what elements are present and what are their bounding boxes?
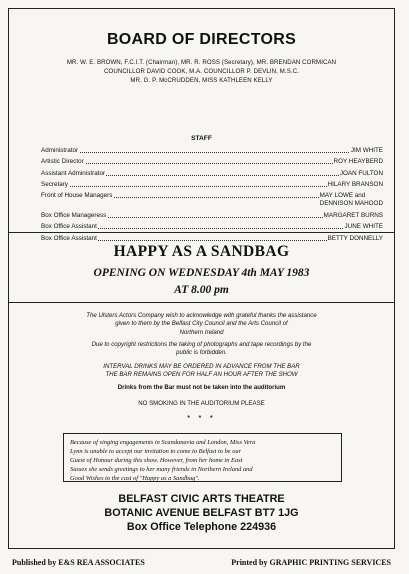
staff-name: BETTY DONNELLY xyxy=(327,234,383,242)
venue-name: BELFAST CIVIC ARTS THEATRE xyxy=(118,493,285,505)
staff-role: Box Office Assistant xyxy=(41,234,97,242)
board-line: COUNCILLOR DAVID COOK, M.A. COUNCILLOR P. DEVLIN, M.S.C. xyxy=(104,68,299,75)
board-line: MR. W. E. BROWN, F.C.I.T. (Chairman), MR. R. ROSS (Secretary), MR. BRENDAN CORMICAN xyxy=(66,59,337,66)
board-members xyxy=(29,58,374,85)
staff-title: STAFF xyxy=(191,135,212,142)
guest-note-line: Sussex she sends greetings to her many friends in Northern Ireland and xyxy=(70,466,253,473)
opening-date: OPENING ON WEDNESDAY 4th MAY 1983 xyxy=(93,267,310,279)
printer-credit: Printed by GRAPHIC PRINTING SERVICES xyxy=(231,558,391,567)
staff-role: Secretary xyxy=(41,180,68,188)
publisher-credit: Published by E&S REA ASSOCIATES xyxy=(12,558,145,567)
staff-row xyxy=(41,158,383,169)
box-office-telephone: Box Office Telephone 224936 xyxy=(126,521,277,533)
staff-row xyxy=(41,147,383,158)
copyright-notice xyxy=(39,341,364,358)
leader-dots xyxy=(41,152,383,153)
staff-role: Artistic Director xyxy=(41,158,84,166)
note-line: Due to copyright restrictions the taking of photographs and tape recordings by the xyxy=(91,341,312,348)
staff-name-line: DENNISON MAHOOD xyxy=(319,199,383,207)
staff-name: MARGARET BURNS xyxy=(323,212,383,220)
note-line: THE BAR REMAINS OPEN FOR HALF AN HOUR AFTER THE SHOW xyxy=(105,371,298,379)
staff-role: Administrator xyxy=(41,147,79,154)
staff-name xyxy=(319,192,383,208)
staff-name: JOAN FULTON xyxy=(339,169,383,177)
staff-row xyxy=(41,192,383,212)
staff-name: JIM WHITE xyxy=(350,147,383,154)
staff-name-line: MAY LOWE and xyxy=(319,192,366,200)
staff-row xyxy=(41,212,383,223)
smoking-notice: NO SMOKING IN THE AUDITORIUM PLEASE xyxy=(138,400,265,407)
note-line: Northern Ireland xyxy=(179,328,224,336)
programme-page xyxy=(8,8,395,549)
venue-address: BOTANIC AVENUE BELFAST BT7 1JG xyxy=(104,507,299,519)
staff-row xyxy=(41,170,383,181)
curtain-time: AT 8.00 pm xyxy=(174,284,229,296)
board-line: MR. G. P. McCRUDDEN, MISS KATHLEEN KELLY xyxy=(130,77,273,84)
show-title: HAPPY AS A SANDBAG xyxy=(113,243,290,260)
note-line: public is forbidden. xyxy=(176,349,227,357)
staff-role: Assistant Administrator xyxy=(41,169,106,177)
staff-row xyxy=(41,223,383,234)
guest-note-line: Guest of Honour during this show. However, from her home in East xyxy=(70,457,243,464)
drinks-notice: Drinks from the Bar must not be taken into the auditorium xyxy=(117,384,286,391)
guest-note-line: Because of singing engagements in Scandanavia and London, Miss Vera xyxy=(70,439,256,446)
staff-name: JUNE WHITE xyxy=(344,223,383,231)
staff-row xyxy=(41,181,383,192)
acknowledgement xyxy=(39,312,364,337)
divider xyxy=(9,302,394,303)
staff-role: Front of House Managers xyxy=(41,192,113,200)
interval-notice xyxy=(39,363,364,380)
guest-note-box xyxy=(63,433,342,482)
guest-note-line: Lynn is unable to accept our invitation to come to Belfast to be our xyxy=(70,448,242,455)
divider xyxy=(9,232,394,233)
staff-name: ROY HEAYBERD xyxy=(333,158,383,166)
note-line: INTERVAL DRINKS MAY BE ORDERED IN ADVANCE FROM THE BAR xyxy=(103,363,300,370)
staff-name: HILARY BRANSON xyxy=(327,180,383,188)
note-line: given to them by the Belfast City Council and the Arts Council of xyxy=(115,320,288,328)
board-title: BOARD OF DIRECTORS xyxy=(106,31,297,48)
staff-role: Box Office Manageress xyxy=(41,212,107,220)
staff-role: Box Office Assistant xyxy=(41,223,97,231)
note-line: The Ulsters Actors Company wish to acknowledge with grateful thanks the assistance xyxy=(86,312,317,319)
guest-note-line: Good Wishes to the cast of "Happy as a Sandbag". xyxy=(70,475,200,482)
separator-stars: * * * xyxy=(187,414,216,423)
